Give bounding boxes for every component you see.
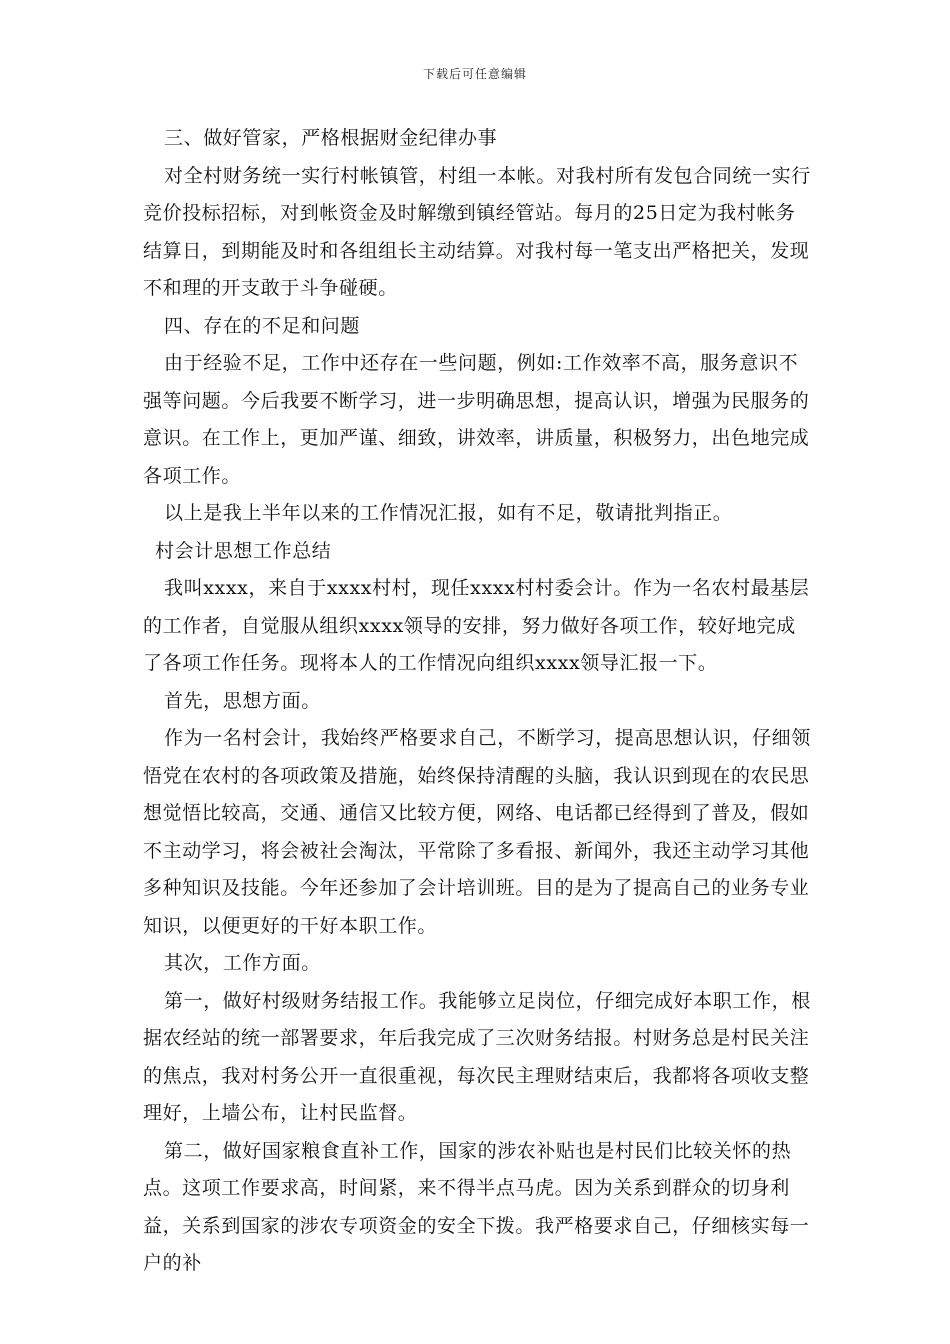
- paragraph: 由于经验不足，工作中还存在一些问题，例如:工作效率不高，服务意识不强等问题。今后我要不断学习，进一步明确思想，提高认识，增强为民服务的意识。在工作上，更加严谨、细致，讲效率，讲质量，积极努力，出色地完成各项工作。: [143, 352, 810, 487]
- paragraph: 我叫xxxx，来自于xxxx村村，现任xxxx村村委会计。作为一名农村最基层的工作者，自觉服从组织xxxx领导的安排，努力做好各项工作，较好地完成了各项工作任务。现将本人的工作情况向组织xxxx领导汇报一下。: [143, 577, 810, 674]
- paragraph: 第一，做好村级财务结报工作。我能够立足岗位，仔细完成好本职工作，根据农经站的统一部署要求，年后我完成了三次财务结报。村财务总是村民关注的焦点，我对村务公开一直很重视，每次民主理财结束后，我都将各项收支整理好，上墙公布，让村民监督。: [143, 989, 811, 1124]
- page-header: 下载后可任意编辑: [422, 67, 527, 81]
- section-heading: 其次，工作方面。: [164, 952, 321, 974]
- paragraph: 第二，做好国家粮食直补工作，国家的涉农补贴也是村民们比较关怀的热点。这项工作要求高，时间紧，来不得半点马虎。因为关系到群众的切身利益，关系到国家的涉农专项资金的安全下拨。我严格要求自己，仔细核实每一户的补: [143, 1139, 810, 1274]
- section-heading: 三、做好管家，严格根据财金纪律办事: [164, 127, 498, 149]
- section-heading: 四、存在的不足和问题: [164, 314, 361, 337]
- paragraph: 以上是我上半年以来的工作情况汇报，如有不足，敬请批判指正。: [164, 502, 733, 524]
- document-subtitle: 村会计思想工作总结: [155, 539, 332, 562]
- paragraph: 对全村财务统一实行村帐镇管，村组一本帐。对我村所有发包合同统一实行竞价投标招标，对到帐资金及时解缴到镇经管站。每月的25日定为我村帐务结算日，到期能及时和各组组长主动结算。对我村每一笔支出严格把关，发现不和理的开支敢于斗争碰硬。: [143, 164, 811, 299]
- section-heading: 首先，思想方面。: [164, 689, 321, 712]
- document-body: [143, 120, 813, 1283]
- paragraph: 作为一名村会计，我始终严格要求自己，不断学习，提高思想认识，仔细领悟党在农村的各项政策及措施，始终保持清醒的头脑，我认识到现在的农民思想觉悟比较高，交通、通信又比较方便，网络、电话都已经得到了普及，假如不主动学习，将会被社会淘汰，平常除了多看报、新闻外，我还主动学习其他多种知识及技能。今年还参加了会计培训班。目的是为了提高自己的业务专业知识，以便更好的干好本职工作。: [143, 727, 811, 937]
